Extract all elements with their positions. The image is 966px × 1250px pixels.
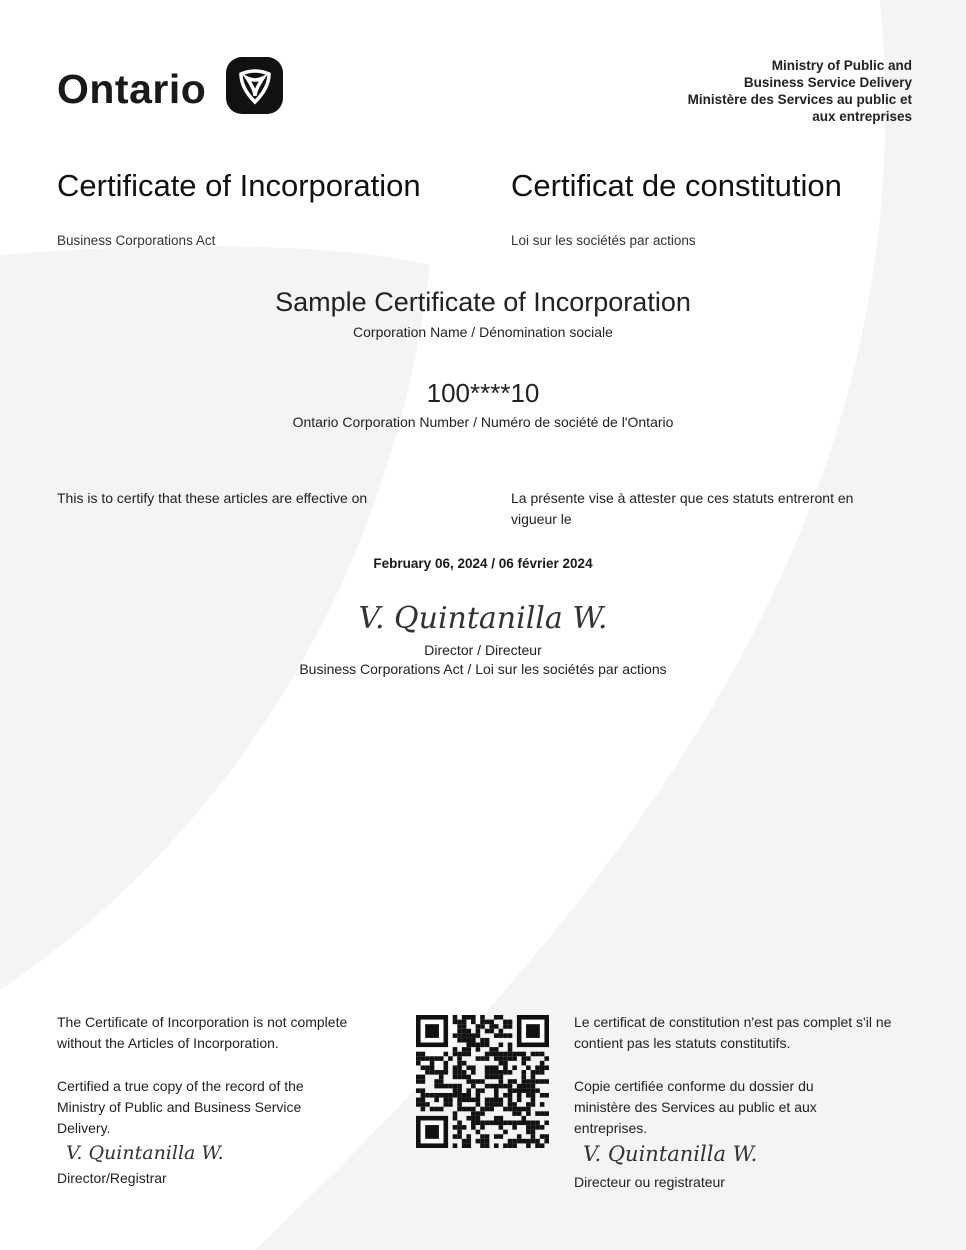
qr-code-icon: [416, 1015, 549, 1148]
footer-note-en: The Certificate of Incorporation is not complete without the Articles of Incorporation.: [57, 1014, 348, 1051]
corporation-number: 100****10: [426, 378, 540, 408]
title-en: Certificate of Incorporation: [57, 168, 421, 203]
certify-fr: La présente vise à attester que ces statuts entreront en vigueur le: [511, 490, 854, 527]
director-signature: V. Quintanilla W.: [358, 601, 608, 636]
footer-certified-en: Certified a true copy of the record of the Ministry of Public and Business Service Delivery.: [57, 1078, 304, 1136]
trillium-logo-icon: [226, 57, 283, 114]
registrar-signature-fr: V. Quintanilla W.: [583, 1142, 758, 1166]
footer-certified-fr: Copie certifiée conforme du dossier du ministère des Services au public et aux entreprises.: [574, 1078, 817, 1136]
effective-date: February 06, 2024 / 06 février 2024: [373, 556, 593, 571]
director-act: Business Corporations Act / Loi sur les sociétés par actions: [299, 661, 667, 677]
corporation-name-label: Corporation Name / Dénomination sociale: [353, 324, 613, 340]
corporation-name: Sample Certificate of Incorporation: [275, 287, 691, 317]
footer-role-fr: Directeur ou registrateur: [574, 1174, 725, 1190]
title-fr: Certificat de constitution: [511, 168, 842, 203]
ministry-line: Ministère des Services au public et: [687, 92, 912, 107]
ontario-logo-text: Ontario: [57, 66, 207, 112]
ministry-line: Business Service Delivery: [743, 75, 912, 90]
ministry-line: aux entreprises: [812, 109, 912, 124]
footer-note-fr: Le certificat de constitution n'est pas complet s'il ne contient pas les statuts constitutifs.: [574, 1014, 892, 1051]
act-en: Business Corporations Act: [57, 233, 216, 248]
footer-role-en: Director/Registrar: [57, 1170, 167, 1186]
ministry-line: Ministry of Public and: [771, 58, 912, 73]
ministry-name: [688, 57, 912, 125]
registrar-signature-en: V. Quintanilla W.: [66, 1142, 224, 1164]
act-fr: Loi sur les sociétés par actions: [511, 233, 696, 248]
certify-en: This is to certify that these articles are effective on: [57, 490, 368, 506]
corporation-number-label: Ontario Corporation Number / Numéro de société de l'Ontario: [292, 414, 674, 430]
director-title: Director / Directeur: [424, 642, 542, 658]
